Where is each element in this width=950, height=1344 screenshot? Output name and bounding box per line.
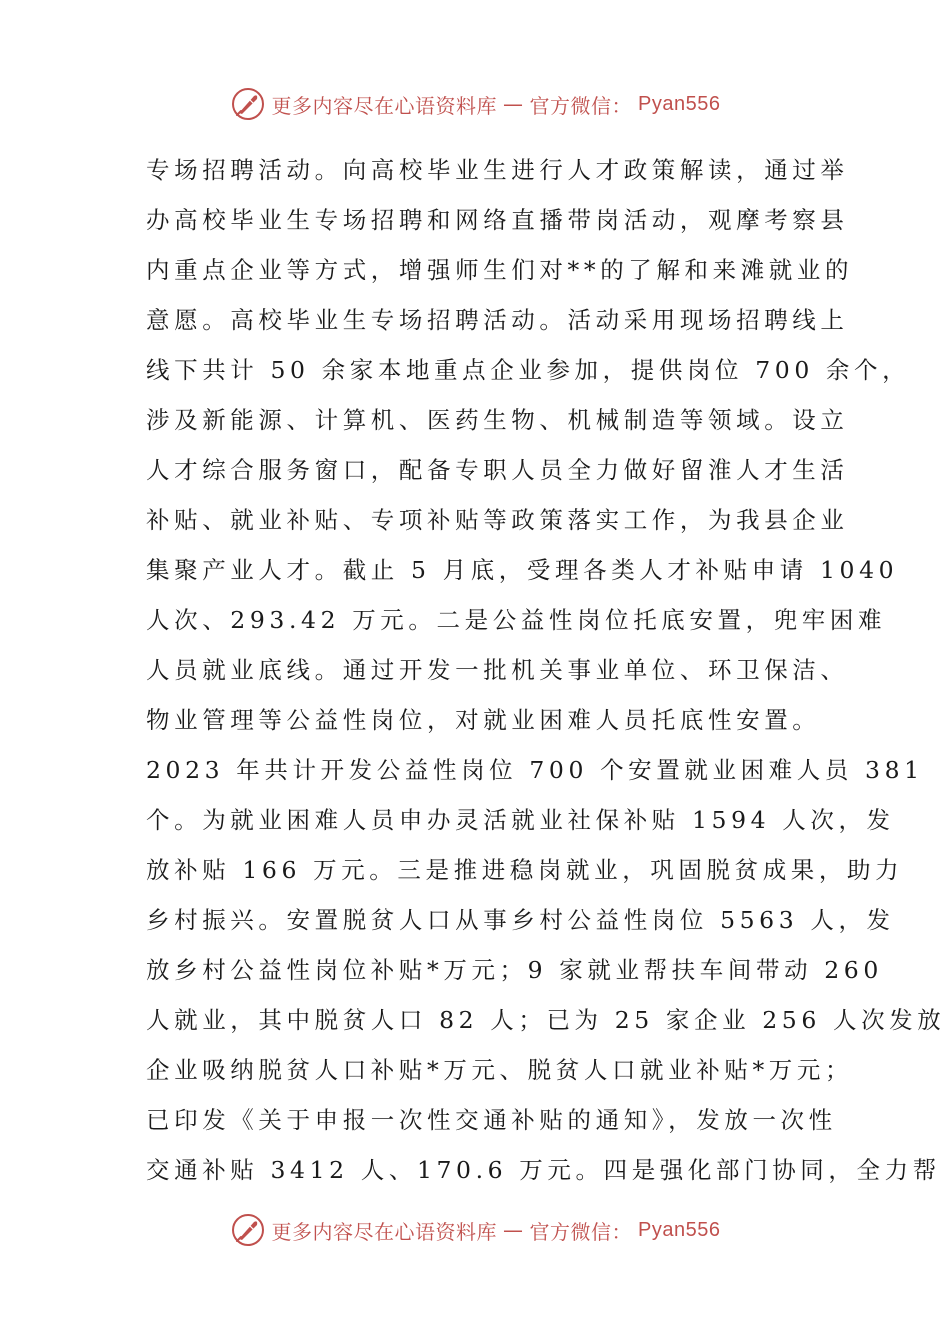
banner-brand-text: 更多内容尽在心语资料库 <box>271 93 498 118</box>
banner-dash: — <box>503 1218 524 1242</box>
banner-wechat-id: Pyan556 <box>638 92 721 115</box>
quill-pen-logo-icon <box>230 86 266 122</box>
text-line: 人次、293.42 万元。二是公益性岗位托底安置，兜牢困难 <box>146 606 887 634</box>
banner-wechat-id: Pyan556 <box>638 1218 721 1241</box>
quill-pen-logo-icon <box>230 1212 266 1248</box>
text-line: 意愿。高校毕业生专场招聘活动。活动采用现场招聘线上 <box>146 306 849 334</box>
text-line: 涉及新能源、计算机、医药生物、机械制造等领域。设立 <box>146 406 849 434</box>
text-line: 放乡村公益性岗位补贴*万元；9 家就业帮扶车间带动 260 <box>146 956 883 984</box>
text-line: 个。为就业困难人员申办灵活就业社保补贴 1594 人次，发 <box>146 806 895 834</box>
text-line: 补贴、就业补贴、专项补贴等政策落实工作，为我县企业 <box>146 506 849 534</box>
text-line: 专场招聘活动。向高校毕业生进行人才政策解读，通过举 <box>146 156 849 184</box>
banner-dash: — <box>503 92 524 116</box>
text-line: 人员就业底线。通过开发一批机关事业单位、环卫保洁、 <box>146 656 849 684</box>
text-line: 2023 年共计开发公益性岗位 700 个安置就业困难人员 381 <box>146 756 924 784</box>
document-body <box>146 145 946 1195</box>
text-line: 办高校毕业生专场招聘和网络直播带岗活动，观摩考察县 <box>146 206 849 234</box>
banner-brand-text: 更多内容尽在心语资料库 <box>271 1219 498 1244</box>
text-line: 物业管理等公益性岗位，对就业困难人员托底性安置。 <box>146 706 821 734</box>
text-line: 企业吸纳脱贫人口补贴*万元、脱贫人口就业补贴*万元； <box>146 1056 854 1084</box>
text-line: 乡村振兴。安置脱贫人口从事乡村公益性岗位 5563 人，发 <box>146 906 895 934</box>
text-line: 内重点企业等方式，增强师生们对**的了解和来滩就业的 <box>146 256 854 284</box>
text-line: 放补贴 166 万元。三是推进稳岗就业，巩固脱贫成果，助力 <box>146 856 904 884</box>
text-line: 集聚产业人才。截止 5 月底，受理各类人才补贴申请 1040 <box>146 556 899 584</box>
text-line: 人就业，其中脱贫人口 82 人；已为 25 家企业 256 人次发放 <box>146 1006 946 1034</box>
footer-banner <box>0 1210 950 1250</box>
header-banner <box>0 84 950 124</box>
text-line: 交通补贴 3412 人、170.6 万元。四是强化部门协同，全力帮 <box>146 1156 941 1184</box>
banner-official-label: 官方微信： <box>529 93 633 118</box>
text-line: 人才综合服务窗口，配备专职人员全力做好留淮人才生活 <box>146 456 849 484</box>
text-line: 线下共计 50 余家本地重点企业参加，提供岗位 700 余个， <box>146 356 911 384</box>
banner-official-label: 官方微信： <box>529 1219 633 1244</box>
text-line: 已印发《关于申报一次性交通补贴的通知》，发放一次性 <box>146 1106 837 1134</box>
